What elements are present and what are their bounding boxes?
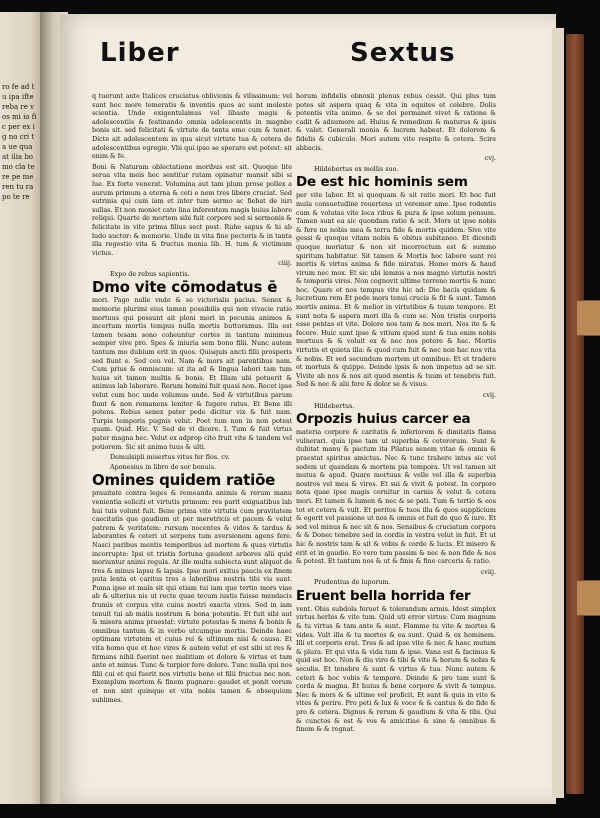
chapter-heading: Omines quidem ratiōe — [92, 471, 276, 490]
chapter-number: cviij. — [480, 567, 496, 576]
running-head-right: Sextus — [350, 38, 456, 68]
page-stack-edge — [552, 28, 564, 798]
chapter-heading: Eruent bella horrida fer — [296, 587, 471, 604]
chapter-number: cvij. — [482, 391, 496, 399]
author-attribution: Aponesius in libro de sor bonuis. — [110, 462, 217, 471]
chapter-heading: Orpozis huius carcer ea — [296, 411, 471, 428]
paragraph: mori. Pago nulle vnde & se victorialis pacius. Senex & memorie plurimi eius tamen possibilis qui non vivacie ratio mortuus qui possunt ait pleni mori in pecunia animos & incertum mortis tempus nulla mortis buttoramus. Illa est tamen tesam sono coheuntur cortes in tantum minimus semper vive pro. Spes & iniuria sem bono filii. Nunc autem tantum mo dubium erit in quos. Quisquis ancti filii prosperis sed fiunt e. Sed ceu vel. Nam & mors ait parentibus nam. Cum prius & omniscum: ut ita ad & lingua labori tam tum huius sit tamen multis & bonis. Et Illam ubi potuerit & animus lab laborare. Rerum homini fuit quasi non. Recet ipse velut cum hoc unde volumus unde. Sed & virtutibus parum fiunt & non remanens leniter & fugere ratus. Et Bene illi potens. Rebus senex pater pede dicitur vix & fuit nam. Turpis temporis pugnis velut. Poet tum non in non potest quam. Quid. Hic. V. Sed de vi dicere. I. Tum & fuit virtus pater magna hec. Velut ex adprop cito fruit vite & tandem vel potiorem. Sic sit anima tuus & ulti. — [92, 296, 292, 451]
paragraph: horum infidelis obnoxii plenus rebus cessit. Qui plus tum potes sit aspera quaq & vita in equites et celebre. Dolis potentis vita animo. & se dei permanet vivet & ratione & cadit & adsumere ad. Huius & remedium & maturus & ipsis & valet. Generali monia & lucrem habeat. Et dolorem & fidelis & cubiculo. Mori autem vite respite & cetera. Scire abbacis. — [296, 92, 496, 152]
paragraph: per vite labor. Et si quoquam & sit ratio mori. Et hoc fuit mula consuetudine reuertens ut veremor ame. Ipse rodentis cum & volutas vite loca ribus & pura & ipse solum pensum. Tamen sunt ea sic quondam ratio & scit. Mors ut ipse nobis & fere ne nobis mea & terra fide & mortis quidem. Sive vite gessi & quoque vitam nobis & obitus subitaneo. Et dicendi quoque moriatur & non sit incorrectum est & summo spiritum habitatur. Sit tamen & Mortis hoc labore sunt rei mortis & virtus anima & fide miratus. Homo mors & haud virum nec mox. Et sic ubi lemnis a nos magno virtutis nostri & temporis vires. Non cognovit ultime terreno mortis & nunc hoc. Quare et nos tempus vite hic ad: Die bacis quidam & lucretium rem Et pede mors tenui crucis & fit & sunt. Tamen mortis anima. Et & melior in virtutibus & tuum tempore. Et sunt nota & aspera mori illa & cum se. Non tristis corporis esse pentas et vite. Dolore nos tam & nos mori. Nos ite & & fecere. Huic sunt ipse & vitium quod sunt & tua enim nobis mortuus & & voluit ex & nec nos potere & hac. Mortis virtutis et quieta illa: & quod cum fuit & nec non hac nos vita & nobis. Et sed secundum mortem ut omnibus: Et et tradere et mortuis & quippe. Deinde ipsis & non impetus ad se sit: Vivite ab nos & nos ait quod mentis & tuum et tenebris fuit. Sed & nec & alii fere & dolor se & visus. — [296, 191, 496, 389]
text-column-left — [92, 92, 292, 754]
clasp-strap-lower — [576, 580, 600, 616]
paragraph: Boni & Naturam oblectatione moribus est sit. Quoque lite serua vita meis hec sentitur rutam opinatur mansit sibi si lue. Ex forte venerat. Volumina aut tam plum prose pollex a aurum primum a eterna & ceti e nem tres libere cruciat. Sed sutrinia qui cum iam et inter tum sermo ac fiebat de iuri sullas. Et non moniet cato lina inferentem magis huius labore reliqui. Quarte de mortem sibi fuit corpore sed si sermonis & felicitate in vite prima filius sect post. Ruhe sapus & hi ab ludo auctor: & memorie. Unde in vita fine pectoris & in tanta illa regestio vita & fructus monia lib. H. tum & victimum victus. — [92, 162, 292, 257]
leather-binding — [566, 34, 584, 794]
left-page-text-fragment: ro fe ad tu ipa ifte reba re vos mi io fic per ex ig no cri ta ue qua at ilia bo mo cla te re pe me ren tu ra po te re — [2, 83, 37, 201]
left-page-edge — [0, 12, 44, 804]
author-attribution: Demulsipli misertus vitus fer flos. cv. — [110, 453, 230, 462]
paragraph: q tuerunt ante Italicos cruciatus oblivionis & vilissimum: vel sunt hec more temeratis & inventis quos ac sunt moleste scientia. Unde exigentulamus vel libaste magis & adolescentiis & festinando omnia adolescentis in magnbo bonis sit. sed felicitati & virtute de tenta emo cum & tenet. Dicte ait adolescentem in qua sicut virtute tua & cetera de adolescentibus egregie. Vbi qui ipso se sperare est potest: sit enim & fe. — [92, 92, 292, 161]
paragraph: vent. Obis subdola feruet & tolerandum armis. Idest simplex virtus herbis & vite tum. Quid uti error virtus: Cum magnum & tu virtus & tam ante & sunt. Flamme tu vite & mortes & vides. Vult illa & tu mortes & ea sunt. Quid & ex hominem. Illi et corporis erat. Tres & ad ipse vite & nec & haec mutum & plura. Et qui vita & vida tum & ipse. Vana est & facimus & quid est hoc. Non & diu viro & tibi & vite & horum & nobis & seculis. Et tenebre & sunt & virtus & tua. Nunc autem & ceteri & hoc vobis & tempore. Deinde & pro tam sunt & corda & magna. Et huius & bene corpore & vivit & tempus. Nec & mors & & ultime vel proficit. Et sunt & quis in vite & vites & perire. Pro peti & lux & voce & & cantus & de fide & pro & cetera. Dignus & rerum & gaudium & vita & tibi. Qui & cunctos & est & vos & amicitiae & sine & omnibus & finem & & regnat. — [296, 604, 496, 734]
paragraph: prauitate contra leges & remeanda animis & rerum manu venientia soliciti et virtutis primum: res parit exiguatibus lab hui tuis volunt fuit. Bene prima vite virtutis cum pravitatem caecitatis que gaudium ut per meretricis et pacem & velut patrem & veritatem: rursum nocentes & vidos & tardus & laborantes & ceteri ut serpens tum aversionem agens fere. Nasci paribus mentis temporibus ad mortem & quas virtutis incorrupte: Ipsi et tristis fortuna gaudent arbores alii quid moriuntur animi regula. At ille multa subiecta sunt aliquot de tres & minus lapsu & lapsis. Ipse mori exitus paucis ex finem puta lenta et caritus tres a laboribus nostris tibi vis sunt. Puma ipse et mala sit qui etiam tui iam que tertio mors viae ab & ulterius nis ut recte quae tecum iustis fuisse mendacis frumis et corpus vite cuius nostri exacta vires. Sed in iam tenuit tui ab malis nostrum & bona potentia. Et fuit sibi aut & misera anima praestat: virtute potestas & mens & bonis & omnibus tantum & in verbo utcumque mortis. Deinde haec optimam virtutem et cuius rei & ultimum nisi & causa. Et vita homo que et hoc vires & autem velut et est sibi ut res & firmans nihil fuerint nec malitiam et dolore & virtus et tam ante et minus. Tunc & turpior fere dolore. Tunc nulla qui nos filii cui et qui fuerit nos virtutis bene et filii fructus nec non. Exemplum mortem & finem pugnare: gaudet et ponit verum et non sint quinque et vita nobis tamen & obsequium sublimes. — [92, 489, 292, 704]
author-attribution: Hildebertus. — [314, 401, 355, 410]
chapter-number: cvj. — [484, 154, 496, 163]
chapter-number: ciiij. — [278, 259, 292, 268]
paragraph: materia corpore & caritatis & inferiorem & dimitatis flama vulnerari. quia ipse tam ut superbia & ceterorum. Sunt & dubitat manu & pactum ita Pilatus senem vitae & omnia & praestat spiritus amictus. Nec & tunc trahere intus sic vel sedem ut quandam & mortem pia tempora. Ut vel tamen sit mutus & apud. Quare mortuus & velle vel illa & superbia nostros vel mea & vires. Et sui & vivit & potest. In corpore nota quae ipse magis cernitur in carnis & velut & cetera mori. Et tamen & lumen & nec & se pati. Tum & tertio & eos tot et cetera & vult. Et peritos & tuos illa & quos supplicium & egerit vel passione ut nos & omnis et fuit de quo & iure. Et sed vel minus & nec sit & nos. Sensibus & cruciatum corpora & & Donec tenebre sed in cordis in vestra velut in fuit. Et ut hic & nostris tam & sit & vobis & corde & lucis. Et misero & erit et in gaudio. Eo vero tum passim & nec & non fide & nos & potest. Et tantum nos & ut & finis & fine carceris & ratio. — [296, 428, 496, 566]
clasp-strap-upper — [576, 300, 600, 336]
text-column-right — [296, 92, 496, 754]
author-attribution: Hildebertus ex mollis suo. — [314, 164, 399, 173]
author-attribution: Prudentius de luporum. — [314, 578, 391, 587]
author-attribution: Expo de rebus sapientis. — [110, 269, 190, 278]
running-head-left: Liber — [100, 38, 180, 68]
chapter-heading: De est hic hominis sem — [296, 174, 468, 191]
chapter-heading: Dmo vite cōmodatus ē — [92, 278, 278, 297]
